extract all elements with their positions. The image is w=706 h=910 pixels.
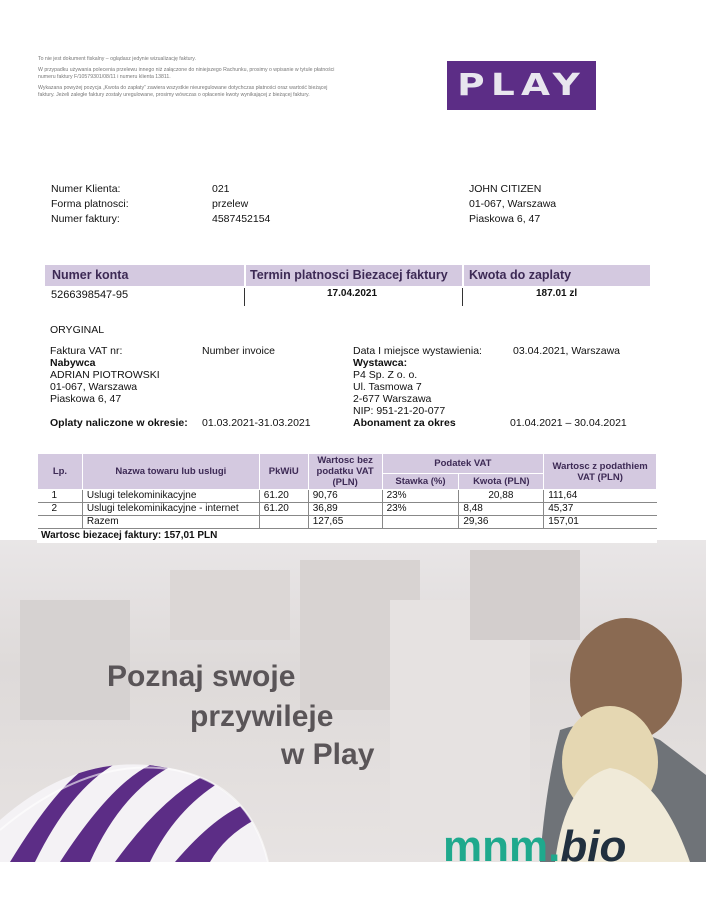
- payment-header-bar: [45, 265, 650, 286]
- invoice-notice: [38, 56, 338, 103]
- notice-line-3: Wykazana powyżej pozycja „Kwota do zapłaty” zawiera wszystkie nieuregulowane dotychczas płatności oraz wartość bieżącej faktury. Jeżeli zaległe faktury zostały uregulowane, prosimy wówczas o opłacenie kwoty wynikającej z bieżącej faktury.: [38, 85, 328, 98]
- cell-gross: 111,64: [544, 490, 657, 503]
- due-date-value: 17.04.2021: [327, 288, 378, 299]
- subscription-period-label: Abonament za okres: [353, 417, 456, 429]
- promo-illustration: [0, 540, 706, 862]
- table-row: [38, 490, 657, 503]
- payment-form-value: przelew: [212, 198, 249, 210]
- col-rate-header: Stawka (%): [382, 474, 459, 490]
- cell-amount: 29,36: [459, 516, 544, 529]
- billing-period-value: 01.03.2021-31.03.2021: [202, 417, 311, 429]
- cell-name: Razem: [82, 516, 259, 529]
- col-lp-header: Lp.: [38, 454, 83, 490]
- cell-gross: 157,01: [544, 516, 657, 529]
- value-divider: [244, 288, 245, 306]
- cell-net: 90,76: [308, 490, 382, 503]
- customer-name: JOHN CITIZEN: [469, 183, 542, 195]
- vat-invoice-value: Number invoice: [202, 345, 275, 357]
- buyer-address-1: 01-067, Warszawa: [50, 381, 138, 393]
- seller-label: Wystawca:: [353, 357, 408, 369]
- cell-name: Uslugi telekominikacyjne: [82, 490, 259, 503]
- amount-due-header: Kwota do zaplaty: [469, 268, 572, 282]
- subscription-period-value: 01.04.2021 – 30.04.2021: [510, 417, 627, 429]
- promo-line-3: w Play: [281, 738, 375, 771]
- account-number-header: Numer konta: [52, 268, 129, 282]
- notice-line-1: To nie jest dokument fiskalny – oglądasz jedynie wizualizację faktury.: [38, 56, 196, 62]
- col-vat-header: Podatek VAT: [382, 454, 544, 474]
- seller-name: P4 Sp. Z o. o.: [353, 369, 418, 381]
- watermark-logo: [443, 822, 626, 872]
- cell-net: 127,65: [308, 516, 382, 529]
- issue-date-label: Data I miejsce wystawienia:: [353, 345, 482, 357]
- invoice-total: Wartosc biezacej faktury: 157,01 PLN: [41, 530, 218, 541]
- invoice-number-value: 4587452154: [212, 213, 271, 225]
- cell-lp: 1: [38, 490, 83, 503]
- cell-lp: 2: [38, 503, 83, 516]
- cell-net: 36,89: [308, 503, 382, 516]
- play-logo-text: PLAY: [457, 68, 586, 103]
- client-number-value: 021: [212, 183, 230, 195]
- customer-address-1: 01-067, Warszawa: [469, 198, 557, 210]
- watermark-part-2: bio: [560, 822, 627, 871]
- table-row: [38, 503, 657, 516]
- original-label: ORYGINAL: [50, 324, 105, 336]
- buyer-name: ADRIAN PIOTROWSKI: [50, 369, 160, 381]
- watermark-part-1: mnm.: [443, 822, 561, 871]
- seller-address-2: 2-677 Warszawa: [353, 393, 432, 405]
- cell-name: Uslugi telekominikacyjne - internet: [82, 503, 259, 516]
- line-items-table: [37, 453, 657, 529]
- amount-due-value: 187.01 zl: [536, 288, 578, 299]
- cell-pkwiu: 61.20: [259, 490, 308, 503]
- payment-form-label: Forma platnosci:: [51, 198, 129, 210]
- invoice-number-label: Numer faktury:: [51, 213, 120, 225]
- col-gross-header: Wartosc z podathiem VAT (PLN): [544, 454, 657, 490]
- cell-pkwiu: 61.20: [259, 503, 308, 516]
- notice-line-2: W przypadku używania polecenia przelewu innego niż załączone do niniejszego Rachunku, prosimy o wpisanie w tytule płatności numeru faktury F/10579301/08/11 i numeru klienta 13811.: [38, 67, 335, 80]
- promo-line-2: przywileje: [190, 700, 334, 733]
- buyer-address-2: Piaskowa 6, 47: [50, 393, 122, 405]
- cell-rate: 23%: [382, 503, 459, 516]
- promo-line-1: Poznaj swoje: [107, 660, 296, 693]
- client-number-label: Numer Klienta:: [51, 183, 121, 195]
- cell-amount: 20,88: [459, 490, 544, 503]
- cell-rate: [382, 516, 459, 529]
- seller-address-1: Ul. Tasmowa 7: [353, 381, 422, 393]
- play-logo: [447, 61, 596, 110]
- table-row-total: [38, 516, 657, 529]
- promo-banner: [0, 540, 706, 862]
- cell-lp: [38, 516, 83, 529]
- customer-address-2: Piaskowa 6, 47: [469, 213, 541, 225]
- vat-invoice-label: Faktura VAT nr:: [50, 345, 123, 357]
- account-number-value: 5266398547-95: [51, 289, 129, 301]
- cell-pkwiu: [259, 516, 308, 529]
- col-net-header: Wartosc bez podatku VAT (PLN): [308, 454, 382, 490]
- col-name-header: Nazwa towaru lub uslugi: [82, 454, 259, 490]
- value-divider: [462, 288, 463, 306]
- issue-date-value: 03.04.2021, Warszawa: [513, 345, 621, 357]
- cell-rate: 23%: [382, 490, 459, 503]
- col-pkwiu-header: PkWiU: [259, 454, 308, 490]
- col-amount-header: Kwota (PLN): [459, 474, 544, 490]
- buyer-label: Nabywca: [50, 357, 96, 369]
- cell-gross: 45,37: [544, 503, 657, 516]
- due-date-header: Termin platnosci Biezacej faktury: [250, 268, 448, 282]
- seller-nip: NIP: 951-21-20-077: [353, 405, 446, 417]
- billing-period-label: Oplaty naliczone w okresie:: [50, 417, 188, 429]
- cell-amount: 8,48: [459, 503, 544, 516]
